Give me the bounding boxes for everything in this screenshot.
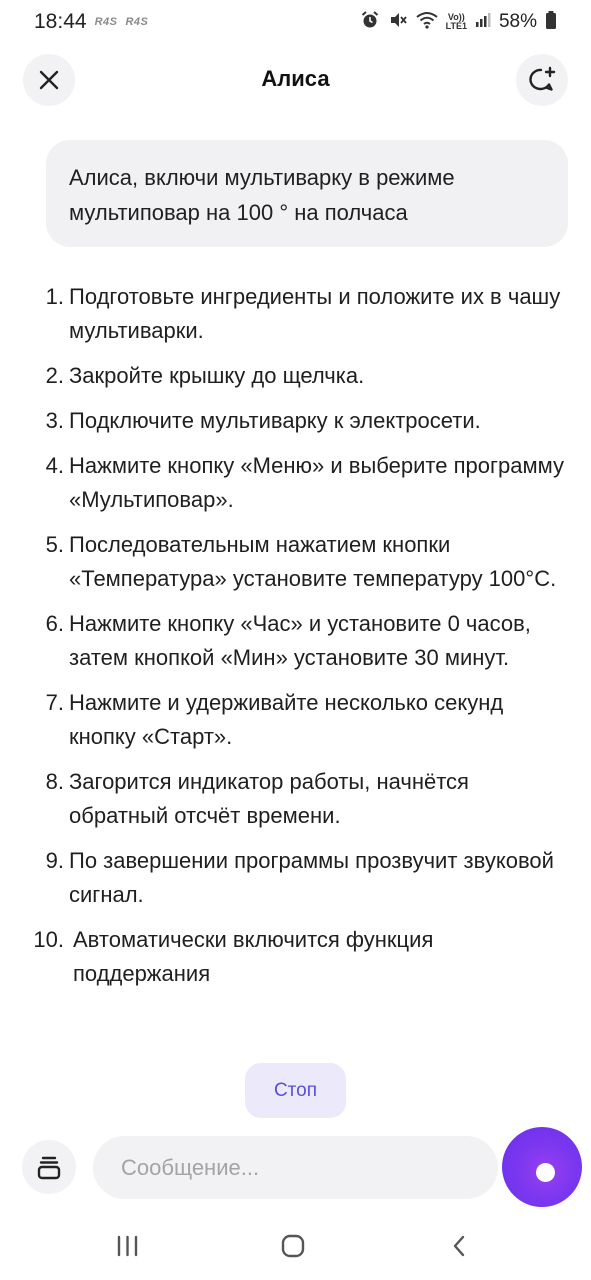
page-title: Алиса <box>261 66 330 91</box>
list-item-text: Нажмите кнопку «Час» и установите 0 часов, затем кнопкой «Мин» установите 30 минут. <box>69 611 531 670</box>
list-item-number: 10. <box>33 927 64 952</box>
home-button[interactable] <box>273 1228 313 1264</box>
lte-indicator <box>446 13 467 31</box>
lte-label: LTE1 <box>445 21 467 31</box>
wifi-icon <box>416 11 438 34</box>
mute-icon <box>388 10 408 35</box>
list-item-text: Автоматически включится функция поддержания <box>73 927 434 986</box>
system-nav-bar <box>0 1218 591 1274</box>
recents-icon <box>116 1234 140 1258</box>
list-item <box>0 844 591 912</box>
back-button[interactable] <box>440 1228 480 1264</box>
list-item <box>0 607 591 675</box>
list-item-number: 9. <box>45 848 64 873</box>
list-item-text: Загорится индикатор работы, начнётся обратный отсчёт времени. <box>69 769 469 828</box>
list-item-text: Подключите мультиварку к электросети. <box>69 408 481 433</box>
list-item-text: Нажмите и удерживайте несколько секунд кнопку «Старт». <box>69 690 504 749</box>
alarm-icon <box>360 10 380 35</box>
list-item <box>0 280 591 348</box>
list-item <box>0 528 591 596</box>
back-icon <box>448 1234 472 1258</box>
status-time: 18:44 <box>34 10 87 33</box>
list-item-text: Нажмите кнопку «Меню» и выберите программу «Мультиповар». <box>69 453 564 512</box>
user-message-text: Алиса, включи мультиварку в режиме мультиповар на 100 ° на полчаса <box>69 165 455 225</box>
new-chat-button[interactable] <box>516 54 568 106</box>
list-item-number: 3. <box>45 408 64 433</box>
carrier-label: R4S <box>94 16 118 28</box>
list-item-text: Последовательным нажатием кнопки «Температура» установите температуру 100°C. <box>69 532 557 591</box>
list-item <box>0 404 591 438</box>
volte-label: Vo)) <box>447 12 465 22</box>
status-bar <box>0 0 591 44</box>
carrier-label: R4S <box>125 16 149 28</box>
user-message-bubble <box>46 140 568 247</box>
voice-assistant-button[interactable] <box>502 1127 582 1207</box>
list-item-number: 6. <box>45 611 64 636</box>
list-item-text: Закройте крышку до щелчка. <box>69 363 365 388</box>
signal-icon <box>475 12 491 33</box>
list-item-text: По завершении программы прозвучит звуковой сигнал. <box>69 848 554 907</box>
home-icon <box>280 1233 306 1259</box>
stop-button[interactable]: Стоп <box>245 1063 346 1118</box>
chat-header <box>0 52 591 108</box>
list-item <box>0 449 591 517</box>
list-item <box>0 765 591 833</box>
recents-button[interactable] <box>108 1228 148 1264</box>
list-item-number: 7. <box>45 690 64 715</box>
new-chat-icon <box>527 65 557 95</box>
status-bar-left <box>34 10 148 34</box>
assistant-answer-list <box>0 280 591 1002</box>
list-item-number: 4. <box>45 453 64 478</box>
list-item <box>0 923 591 991</box>
battery-percent: 58% <box>498 11 537 32</box>
list-item-number: 2. <box>45 363 64 388</box>
message-input[interactable] <box>93 1136 498 1199</box>
list-item-number: 5. <box>45 532 64 557</box>
stack-icon <box>35 1153 63 1181</box>
list-item-number: 8. <box>45 769 64 794</box>
battery-icon <box>545 10 557 35</box>
list-item <box>0 686 591 754</box>
list-item-number: 1. <box>45 284 64 309</box>
voice-orb-icon <box>536 1163 555 1182</box>
list-item <box>0 359 591 393</box>
list-item-text: Подготовьте ингредиенты и положите их в чашу мультиварки. <box>69 284 561 343</box>
history-button[interactable] <box>22 1140 76 1194</box>
status-bar-right <box>360 10 557 35</box>
